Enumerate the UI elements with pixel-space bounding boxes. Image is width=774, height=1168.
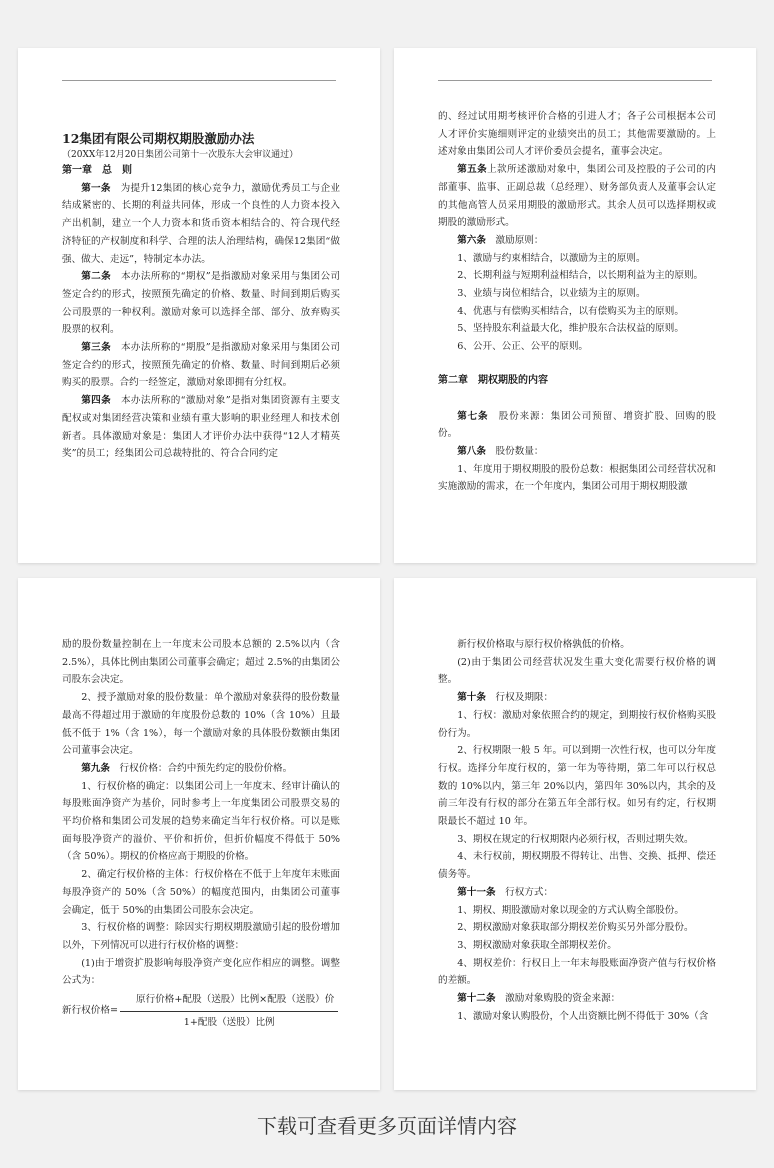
- principle-item: 3、业绩与岗位相结合，以业绩为主的原则。: [457, 288, 646, 300]
- chapter-heading: 第一章 总 则: [62, 165, 132, 176]
- article-6: 第六条 激励原则：: [457, 234, 544, 246]
- paragraph: 4、期权差价：行权日上一年末每股账面净资产值与行权价格的差额。: [438, 957, 716, 987]
- download-more-link[interactable]: 下载可查看更多页面详情内容: [257, 1114, 517, 1138]
- page-4-content: [438, 636, 716, 1025]
- article-9: 第九条 行权价格：合约中预先约定的股份价格。: [81, 762, 293, 774]
- paragraph: 3、期权激励对象获取全部期权差价。: [457, 939, 617, 951]
- article-12: 第十二条 激励对象购股的资金来源：: [457, 993, 621, 1005]
- paragraph: (2)由于集团公司经营状况发生重大变化需要行权价格的调整。: [438, 656, 716, 686]
- article-1: 第一条 为提升12集团的核心竞争力，激励优秀员工与企业结成紧密的、长期的利益共同体，形成一个良性的人力资本投入产出机制，建立一个人力资本和货币资本相结合的、符合现代经济特征的产权制度和科学、合理的法人治理结构，确保12集团“做强、做大、走远”，特制定本办法。: [62, 182, 340, 265]
- principle-item: 4、优惠与有偿购买相结合，以有偿购买为主的原则。: [457, 305, 684, 317]
- paragraph: 1、行权价格的确定：以集团公司上一年度末、经审计确认的每股账面净资产为基价，同时参考上一年度集团公司股票交易的平均价格和集团公司发展的趋势来确定当年行权价格。可以是账面每股净资产的溢价、平价和折价，但折价幅度不得低于 50%（含 50%）。期权的价格应高于期股的价格。: [62, 780, 340, 863]
- article-3: 第三条 本办法所称的“期股”是指激励对象采用与集团公司签定合约的形式，按照预先确定的价格、数量、时间到期后必须购买的股票。合约一经签定，激励对象即拥有分红权。: [62, 342, 341, 389]
- page-top-rule: [62, 80, 336, 81]
- chapter-heading: 第二章 期权期股的内容: [438, 374, 548, 386]
- article-7: 第七条 股份来源：集团公司预留、增资扩股、回购的股份。: [438, 410, 717, 440]
- formula-denominator: 1+配股（送股）比例: [183, 1016, 275, 1028]
- paragraph: 的、经过试用期考核评价合格的引进人才；各子公司根据本公司人才评价实施细则评定的业绩突出的员工；其他需要激励的。上述对象由集团公司人才评价委员会提名，董事会决定。: [438, 111, 716, 158]
- principle-item: 2、长期利益与短期利益相结合，以长期利益为主的原则。: [457, 270, 704, 282]
- paragraph: 2、期权激励对象获取部分期权差价购买另外部分股份。: [457, 922, 694, 934]
- paragraph: 2、行权期限一般 5 年。可以到期一次性行权，也可以分年度行权。选择分年度行权的，第一年为等待期，第二年可以行权总数的 10%以内，第三年 20%以内，第四年 30%以内，其余的及前三年没有行权的部分在第五年全部行权。如另有约定，行权期限最长不超过 10 年。: [438, 745, 716, 828]
- formula-left: 新行权价格=: [62, 1005, 119, 1017]
- principle-item: 6、公开、公正、公平的原则。: [457, 341, 589, 353]
- article-10: 第十条 行权及期限：: [457, 692, 554, 704]
- paragraph: 励的股份数量控制在上一年度末公司股本总额的 2.5%以内（含 2.5%），具体比例由集团公司董事会确定；超过 2.5%的由集团公司股东会决定。: [62, 639, 340, 686]
- article-4: 第四条 本办法所称的“激励对象”是指对集团资源有主要支配权或对集团经营决策和业绩有重大影响的职业经理人和技术创新者。具体激励对象是：集团人才评价办法中获得“12人才精英奖”的员工；经集团公司总裁特批的、符合合同约定: [62, 395, 341, 460]
- page-top-rule: [438, 80, 712, 81]
- formula-fraction: [120, 991, 338, 1031]
- document-title: 12集团有限公司期权期股激励办法: [62, 131, 255, 146]
- principle-item: 5、坚持股东利益最大化，维护股东合法权益的原则。: [457, 323, 684, 335]
- formula-numerator: 原行价格+配股（送股）比例×配股（送股）价: [120, 991, 338, 1012]
- paragraph: 1、激励对象认购股份，个人出资额比例不得低于 30%（含: [457, 1010, 709, 1022]
- paragraph: 2、授予激励对象的股份数量：单个激励对象获得的股份数量最高不得超过用于激励的年度股份总数的 10%（含 10%）且最低不低于 1%（含 1%），每一个激励对象的具体股份数额由集团公司董事会决定。: [62, 692, 340, 757]
- paragraph: 2、确定行权价格的主体：行权价格在不低于上年度年末账面每股净资产的 50%（含 50%）的幅度范围内，由集团公司董事会确定，低于 50%的由集团公司股东会决定。: [62, 869, 340, 916]
- article-11: 第十一条 行权方式：: [457, 886, 554, 898]
- paragraph: 1、年度用于期权期股的股份总数：根据集团公司经营状况和实施激励的需求，在一个年度内，集团公司用于期权期股激: [438, 463, 716, 493]
- paragraph: 3、行权价格的调整：除因实行期权期股激励引起的股份增加以外，下列情况可以进行行权价格的调整：: [62, 922, 340, 951]
- paragraph: 新行权价格取与原行权价格孰低的价格。: [457, 639, 630, 650]
- paragraph: 1、行权：激励对象依照合约的规定，到期按行权价格购买股份行为。: [438, 709, 716, 739]
- document-page-4: [394, 578, 756, 1090]
- article-5: 第五条上款所述激励对象中，集团公司及控股的子公司的内部董事、监事、正副总裁（总经理）、财务部负责人及董事会认定的其他高管人员采用期股的激励形式。其余人员可以选择期权或期股的激励形式。: [438, 164, 716, 229]
- paragraph: 4、未行权前，期权期股不得转让、出售、交换、抵押、偿还债务等。: [438, 851, 716, 881]
- document-page-1: [18, 48, 380, 563]
- document-subtitle: （20XX年12月20日集团公司第十一次股东大会审议通过）: [62, 150, 299, 160]
- article-2: 第二条 本办法所称的“期权”是指激励对象采用与集团公司签定合约的形式，按照预先确定的价格、数量、时间到期后购买公司股票的一种权利。激励对象可以选择全部、部分、放弃购买股票的权利。: [62, 271, 341, 336]
- document-page-2: [394, 48, 756, 563]
- principle-item: 1、激励与约束相结合，以激励为主的原则。: [457, 252, 646, 264]
- paragraph: 1、期权、期股激励对象以现金的方式认购全部股份。: [457, 904, 684, 916]
- paragraph: (1)由于增资扩股影响每股净资产变化应作相应的调整。调整公式为：: [62, 957, 340, 987]
- page-3-content: [62, 636, 340, 1031]
- price-formula: [62, 991, 340, 1031]
- document-page-3: [18, 578, 380, 1090]
- article-8: 第八条 股份数量：: [457, 445, 544, 457]
- paragraph: 3、期权在规定的行权期限内必须行权，否则过期失效。: [457, 833, 694, 845]
- page-1-content: [62, 130, 340, 463]
- page-2-content: [438, 108, 716, 496]
